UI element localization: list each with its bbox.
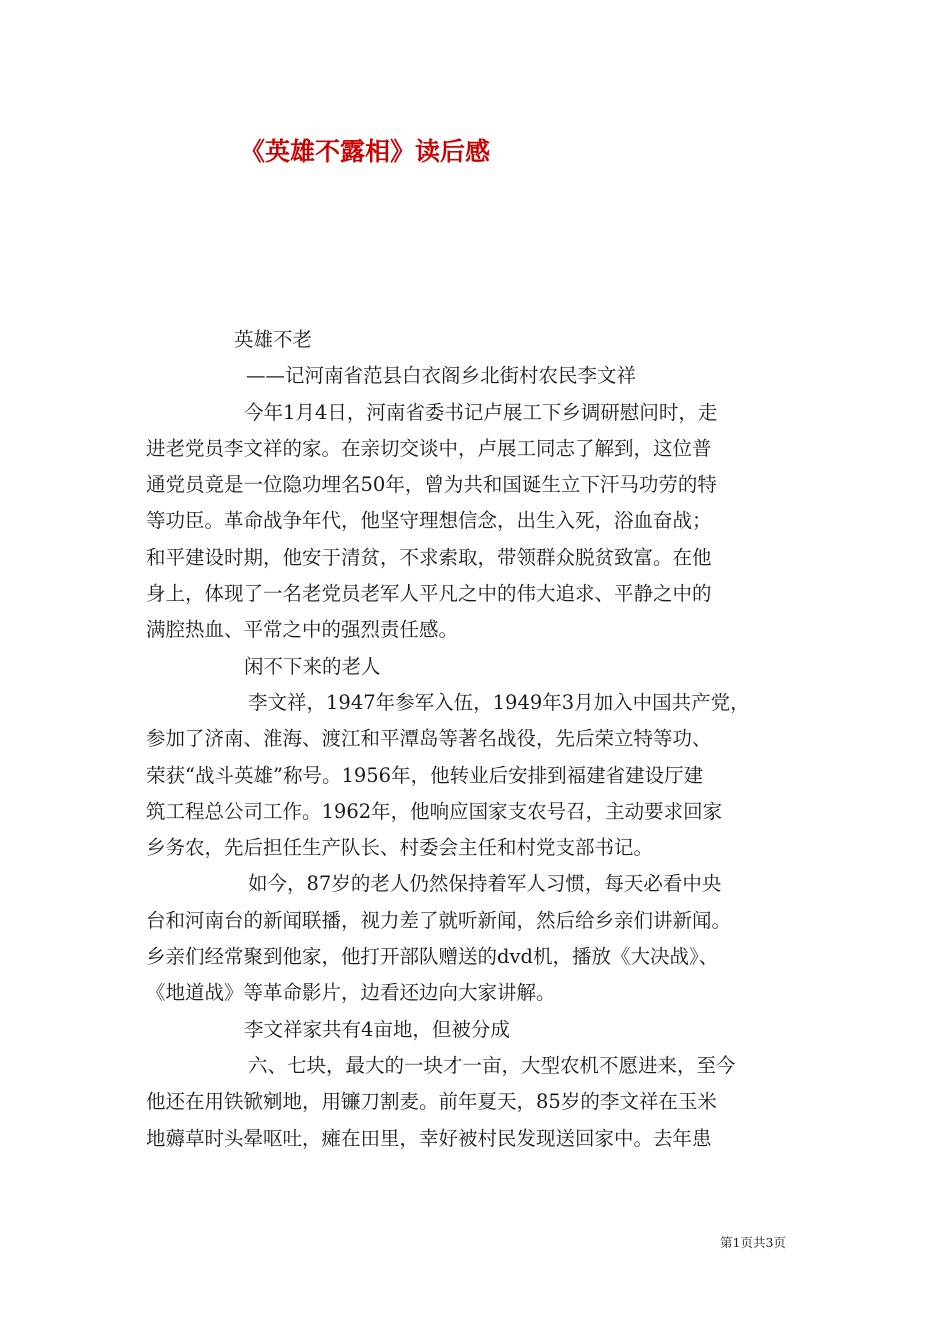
paragraph-line: 满腔热血、平常之中的强烈责任感。: [146, 618, 459, 642]
paragraph-line: 和平建设时期，他安于清贫，不求索取，带领群众脱贫致富。在他: [146, 545, 712, 569]
page-footer: 第1页共3页: [720, 1235, 786, 1250]
paragraph-line: 他还在用铁锨剜地，用镰刀割麦。前年夏天，85岁的李文祥在玉米: [146, 1090, 717, 1114]
paragraph-line: 台和河南台的新闻联播，视力差了就听新闻，然后给乡亲们讲新闻。: [146, 908, 732, 932]
paragraph-line: 乡亲们经常聚到他家，他打开部队赠送的dvd机，播放《大决战》、: [146, 945, 719, 969]
paragraph-line: 如今，87岁的老人仍然保持着军人习惯，每天必看中央: [248, 872, 722, 896]
paragraph-line: 身上，体现了一名老党员老军人平凡之中的伟大追求、平静之中的: [146, 582, 712, 606]
subtitle-line: ——记河南省范县白衣阁乡北街村农民李文祥: [246, 364, 637, 388]
paragraph-line: 通党员竟是一位隐功埋名50年，曾为共和国诞生立下汗马功劳的特: [146, 473, 717, 497]
paragraph-line: 六、七块，最大的一块才一亩，大型农机不愿进来，至今: [248, 1053, 736, 1077]
paragraph-line: 筑工程总公司工作。1962年，他响应国家支农号召，主动要求回家: [146, 799, 723, 823]
paragraph-line: 进老党员李文祥的家。在亲切交谈中，卢展工同志了解到，这位普: [146, 436, 712, 460]
paragraph-line: 地薅草时头晕呕吐，瘫在田里，幸好被村民发现送回家中。去年患: [146, 1126, 712, 1150]
paragraph-line: 荣获“战斗英雄”称号。1956年，他转业后安排到福建省建设厅建: [146, 763, 704, 787]
paragraph-line: 等功臣。革命战争年代，他坚守理想信念，出生入死，浴血奋战；: [146, 509, 712, 533]
paragraph-line: 参加了济南、淮海、渡江和平潭岛等著名战役，先后荣立特等功、: [146, 727, 712, 751]
paragraph-line: 李文祥，1947年参军入伍，1949年3月加入中国共产党，: [248, 690, 750, 714]
paragraph-line: 《地道战》等革命影片，边看还边向大家讲解。: [146, 981, 556, 1005]
paragraph-line: 今年1月4日，河南省委书记卢展工下乡调研慰问时，走: [244, 400, 718, 424]
section-heading: 李文祥家共有4亩地，但被分成: [244, 1017, 510, 1041]
section-heading: 闲不下来的老人: [244, 654, 381, 678]
paragraph-line: 乡务农，先后担任生产队长、村委会主任和村党支部书记。: [146, 836, 654, 860]
section-heading: 英雄不老: [234, 328, 313, 351]
document-body: [146, 322, 814, 1157]
page-title: 《英雄不露相》读后感: [240, 137, 491, 166]
